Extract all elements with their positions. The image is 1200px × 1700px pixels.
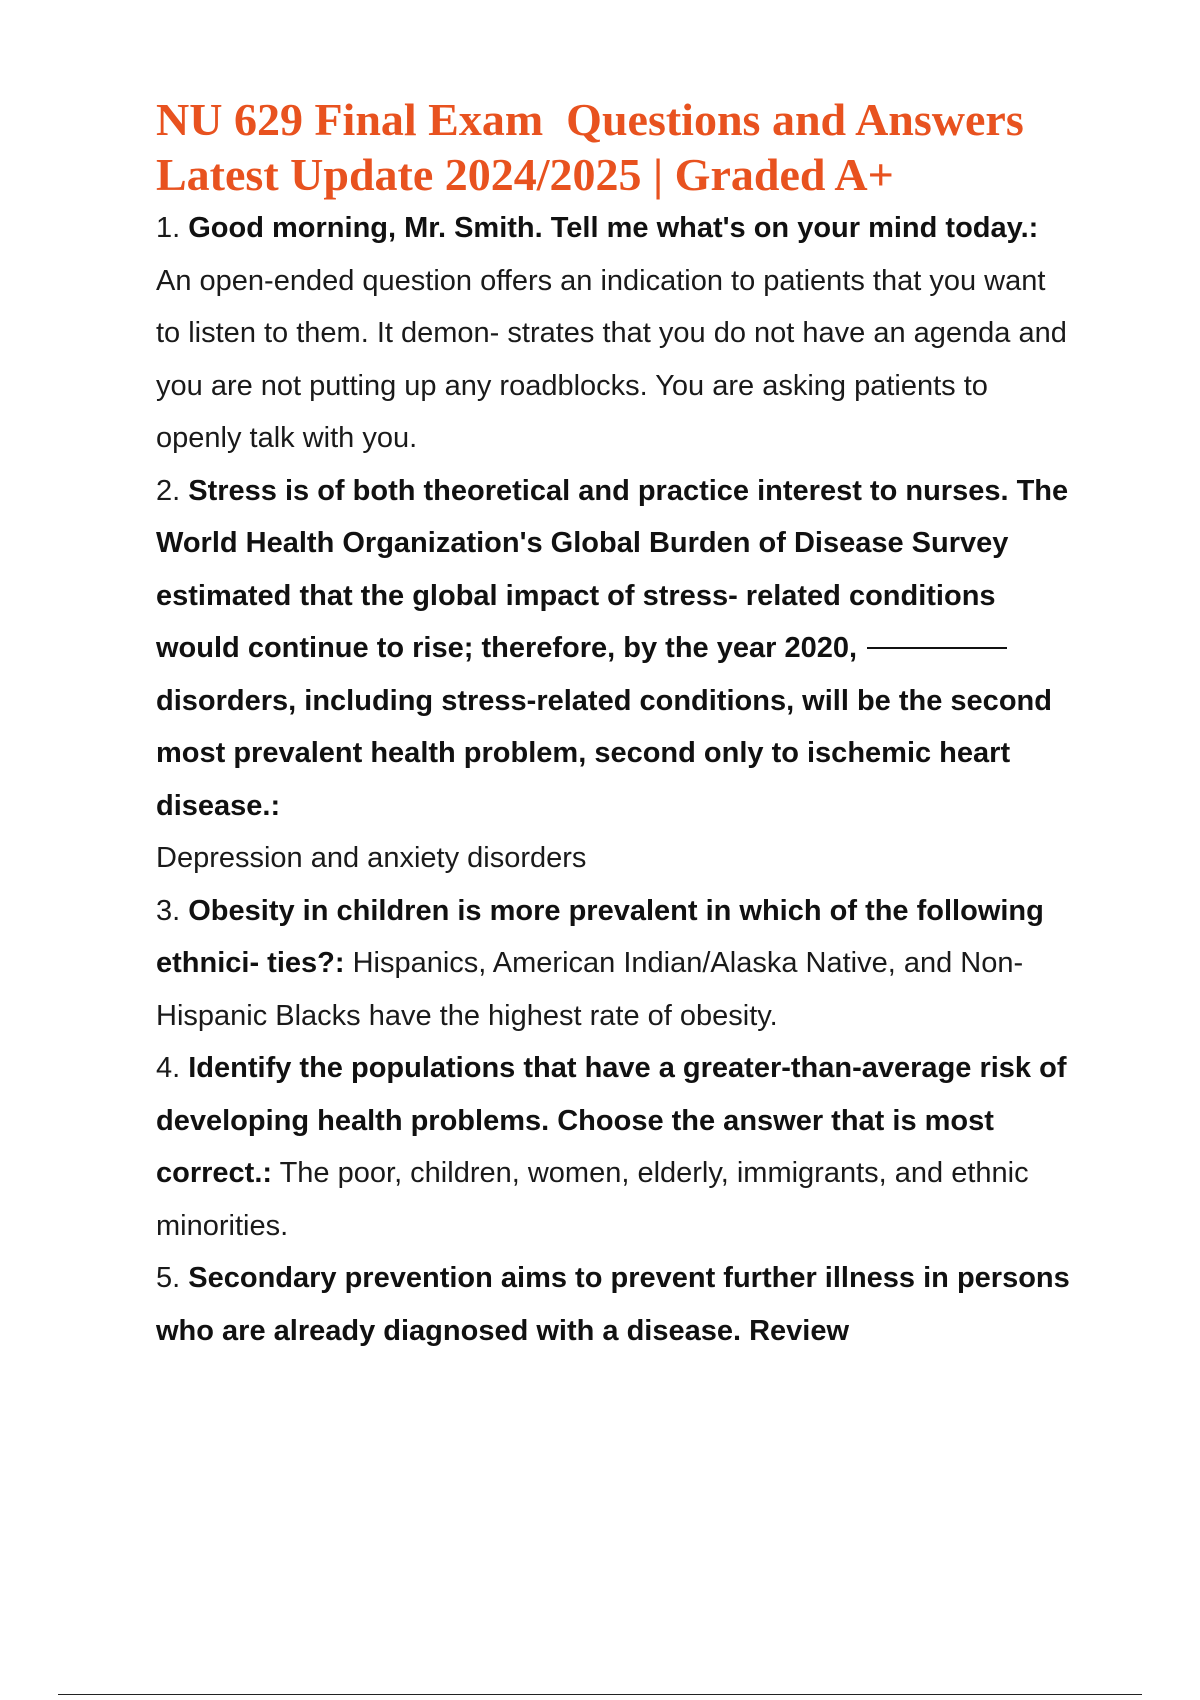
- item-number: 3.: [156, 894, 181, 927]
- qa-item-4: [156, 1042, 1076, 1252]
- qa-item-5: [156, 1252, 1076, 1357]
- title-line-1: NU 629 Final Exam Questions and Answers: [156, 94, 1024, 145]
- question-text: Secondary prevention aims to prevent further illness in persons who are already diagnosed with a disease. Review: [156, 1262, 1070, 1347]
- qa-item-1: [156, 202, 1076, 465]
- answer-text: The poor, children, women, elderly, immigrants, and ethnic minorities.: [156, 1157, 1029, 1242]
- page-bottom-rule: [58, 1694, 1142, 1695]
- title-line-2: Latest Update 2024/2025 | Graded A+: [156, 149, 894, 200]
- item-number: 4.: [156, 1052, 181, 1084]
- answer-text: An open-ended question offers an indication to patients that you want to listen to them. It demon- strates that you do not have an agenda and you are not putting up any roadblocks. You are asking patients to openly talk with you.: [156, 264, 1067, 454]
- fill-in-blank-line: [867, 646, 1007, 649]
- item-number: 5.: [156, 1262, 181, 1294]
- document-title: [156, 92, 1096, 202]
- answer-text: Hispanics, American Indian/Alaska Native, and Non-Hispanic Blacks have the highest rate of obesity.: [156, 947, 1024, 1032]
- question-text: Good morning, Mr. Smith. Tell me what's on your mind today.:: [188, 212, 1039, 244]
- qa-item-2: [156, 465, 1076, 885]
- item-number: 1.: [156, 212, 181, 244]
- qa-item-3: [156, 885, 1076, 1043]
- question-text: Obesity in children is more prevalent in which of the following ethnici- ties?:: [156, 894, 1044, 979]
- item-number: 2.: [156, 474, 181, 507]
- answer-text: Depression and anxiety disorders: [156, 842, 587, 874]
- question-text: Identify the populations that have a greater-than-average risk of developing health problems. Choose the answer that is most correct.:: [156, 1052, 1067, 1189]
- question-answer-list: [156, 202, 1076, 1357]
- question-text-continued: disorders, including stress-related conditions, will be the second most prevalent health problem, second only to ischemic heart disease.:: [156, 684, 1052, 822]
- question-text: Stress is of both theoretical and practice interest to nurses. The World Health Organization's Global Burden of Disease Survey estimated that the global impact of stress- related conditions would continue to rise; therefore, by the year 2020,: [156, 474, 1069, 664]
